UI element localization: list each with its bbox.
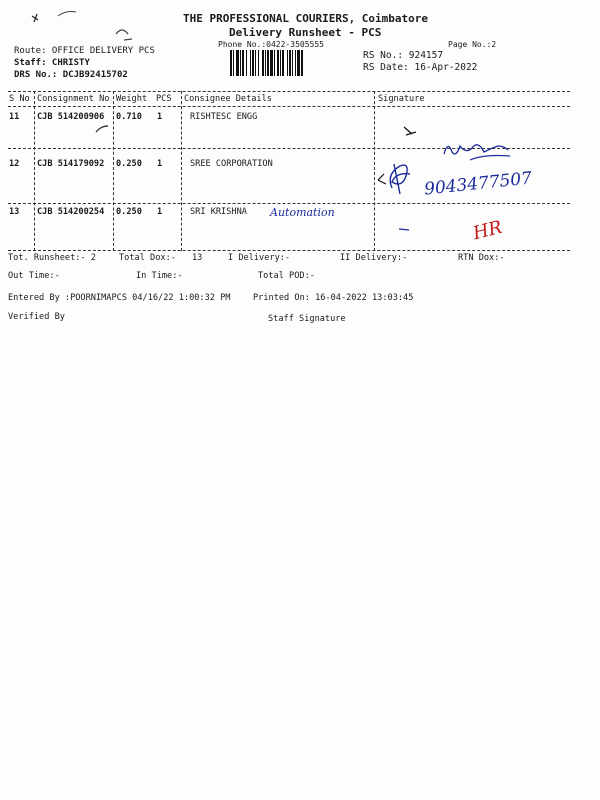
barcode-bar bbox=[303, 50, 304, 76]
staff-signature-label: Staff Signature bbox=[268, 314, 346, 324]
total-pod: Total POD:- bbox=[258, 271, 315, 281]
dash-mark-row13 bbox=[398, 226, 412, 232]
total-dox-label: Total Dox:- bbox=[119, 253, 176, 263]
page-number: Page No.:2 bbox=[448, 40, 497, 49]
table-bottom-rule bbox=[8, 250, 570, 251]
row-sno: 13 bbox=[9, 207, 20, 217]
row-sno: 11 bbox=[9, 112, 20, 122]
row-weight: 0.250 bbox=[116, 207, 142, 217]
col-header-weight: Weight bbox=[116, 94, 148, 104]
ii-delivery: II Delivery:- bbox=[340, 253, 408, 263]
row-consignment: CJB 514200906 bbox=[37, 112, 105, 122]
col-sep bbox=[34, 91, 35, 251]
signature-row11 bbox=[400, 124, 422, 142]
col-header-sno: S No bbox=[9, 94, 30, 104]
rs-date: RS Date: 16-Apr-2022 bbox=[363, 62, 478, 73]
row-consignee: RISHTESC ENGG bbox=[190, 112, 258, 122]
col-header-consignment: Consignment No bbox=[37, 94, 110, 104]
i-delivery: I Delivery:- bbox=[228, 253, 291, 263]
row-weight: 0.250 bbox=[116, 159, 142, 169]
handwritten-phone-row12: 9043477507 bbox=[423, 168, 533, 200]
table-top-rule bbox=[8, 91, 570, 92]
row-consignee: SRI KRISHNA bbox=[190, 207, 247, 217]
col-sep bbox=[113, 91, 114, 251]
rs-number: RS No.: 924157 bbox=[363, 50, 444, 61]
header-bottom-rule bbox=[8, 106, 570, 107]
in-time: In Time:- bbox=[136, 271, 183, 281]
total-runsheet: Tot. Runsheet:- 2 bbox=[8, 253, 96, 263]
printed-on: Printed On: 16-04-2022 13:03:45 bbox=[253, 293, 414, 303]
handwritten-initials-row13: HR bbox=[470, 216, 505, 245]
row-pcs: 1 bbox=[157, 112, 163, 122]
out-time: Out Time:- bbox=[8, 271, 60, 281]
col-sep bbox=[181, 91, 182, 251]
row-consignee: SREE CORPORATION bbox=[190, 159, 273, 169]
col-header-signature: Signature bbox=[378, 94, 425, 104]
signature-row11-blue bbox=[440, 138, 520, 164]
row-sno: 12 bbox=[9, 159, 20, 169]
total-dox-value: 13 bbox=[192, 253, 203, 263]
col-header-pcs: PCS bbox=[156, 94, 172, 104]
handwritten-note-row13: Automation bbox=[270, 206, 335, 219]
barcode bbox=[230, 50, 334, 76]
rtn-dox: RTN Dox:- bbox=[458, 253, 505, 263]
row-rule bbox=[8, 203, 570, 204]
staff-name: Staff: CHRISTY bbox=[14, 58, 90, 68]
company-name: THE PROFESSIONAL COURIERS, Coimbatore bbox=[183, 12, 429, 25]
row-consignment: CJB 514179092 bbox=[37, 159, 105, 169]
row-consignment: CJB 514200254 bbox=[37, 207, 105, 217]
entered-by: Entered By :POORNIMAPCS 04/16/22 1:00:32 PM bbox=[8, 293, 231, 303]
document-subtitle: Delivery Runsheet - PCS bbox=[229, 26, 382, 39]
row-pcs: 1 bbox=[157, 159, 163, 169]
route: Route: OFFICE DELIVERY PCS bbox=[14, 46, 155, 56]
phone-number: Phone No.:0422-3505555 bbox=[218, 40, 324, 49]
signature-row12-scribble bbox=[372, 158, 422, 198]
drs-number: DRS No.: DCJB92415702 bbox=[14, 70, 128, 80]
verified-by: Verified By bbox=[8, 312, 65, 322]
row-pcs: 1 bbox=[157, 207, 163, 217]
row-weight: 0.710 bbox=[116, 112, 142, 122]
stray-pen-marks bbox=[28, 4, 148, 44]
col-header-consignee: Consignee Details bbox=[184, 94, 272, 104]
handwritten-tick-row11-consignment bbox=[94, 124, 110, 134]
